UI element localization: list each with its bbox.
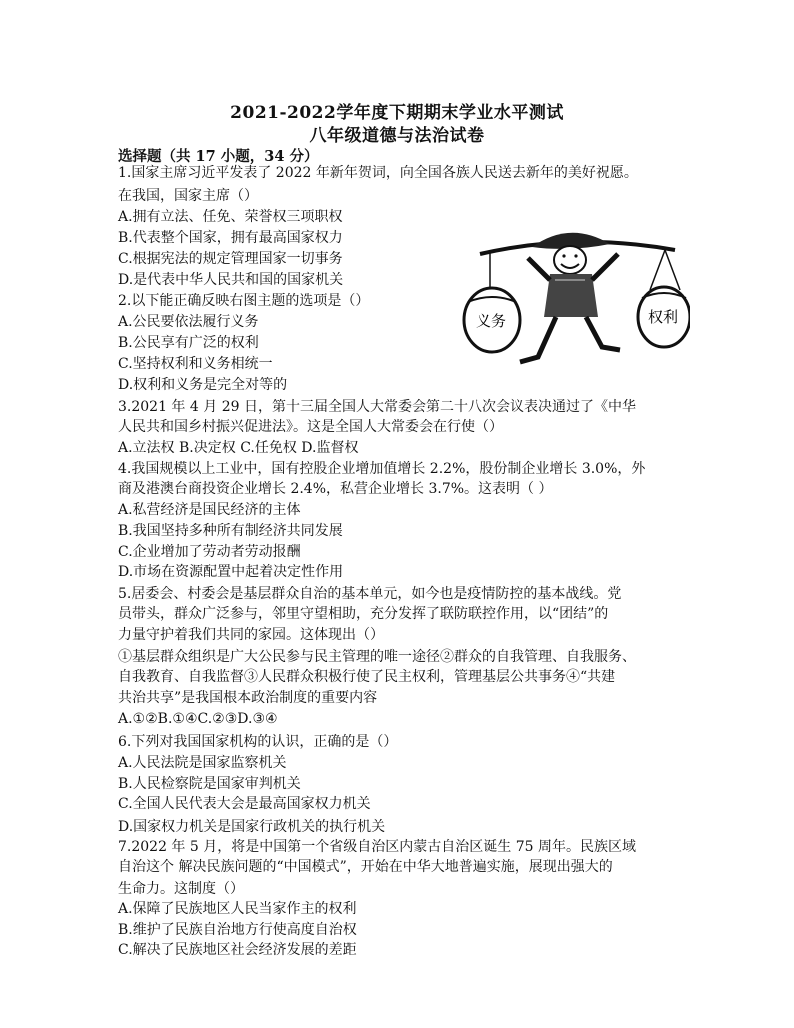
text-line: D.国家权力机关是国家行政机关的执行机关: [118, 819, 386, 835]
text-line: A.人民法院是国家监察机关: [118, 755, 287, 771]
text-line: C.根据宪法的规定管理国家一切事务: [118, 251, 343, 267]
text-line: B.代表整个国家，拥有最高国家权力: [118, 230, 343, 246]
text-line: C.解决了民族地区社会经济发展的差距: [118, 942, 357, 958]
text-line: A.私营经济是国民经济的主体: [118, 502, 301, 518]
text-line: 在我国，国家主席（）: [118, 188, 258, 204]
text-line: A.①②B.①④C.②③D.③④: [118, 711, 278, 727]
text-line: A.立法权 B.决定权 C.任免权 D.监督权: [118, 440, 359, 456]
text-line: D.权利和义务是完全对等的: [118, 377, 288, 393]
text-line: C.企业增加了劳动者劳动报酬: [118, 544, 301, 560]
text-line: C.坚持权利和义务相统一: [118, 356, 273, 372]
bag-label-duty: 义务: [476, 312, 507, 330]
bag-label-rights: 权利: [648, 308, 679, 326]
cartoon-figure-carrying-bags: [460, 222, 690, 372]
text-line: 力量守护着我们共同的家园。这体现出（）: [118, 627, 384, 643]
text-line: 4.我国规模以上工业中，国有控股企业增加值增长 2.2%，股份制企业增长 3.0%，外: [118, 461, 646, 477]
text-line: B.我国坚持多种所有制经济共同发展: [118, 523, 343, 539]
text-line: 生命力。这制度（）: [118, 881, 244, 897]
text-line: D.是代表中华人民共和国的国家机关: [118, 272, 344, 288]
text-line: A.拥有立法、任免、荣誉权三项职权: [118, 209, 343, 225]
exam-title: 2021-2022学年度下期期末学业水平测试: [230, 103, 564, 123]
text-line: 自我教育、自我监督③人民群众积极行使了民主权利，管理基层公共事务④“共建: [118, 669, 616, 685]
text-line: A.公民要依法履行义务: [118, 314, 259, 330]
text-line: 自治这个 解决民族问题的“中国模式”，开始在中华大地普遍实施，展现出强大的: [118, 859, 613, 875]
text-line: B.人民检察院是国家审判机关: [118, 776, 301, 792]
text-line: B.公民享有广泛的权利: [118, 335, 259, 351]
section-heading: 选择题（共 17 小题，34 分）: [118, 148, 319, 165]
text-line: C.全国人民代表大会是最高国家权力机关: [118, 796, 371, 812]
exam-subtitle: 八年级道德与法治试卷: [309, 126, 485, 146]
text-line: A.保障了民族地区人民当家作主的权利: [118, 901, 357, 917]
text-line: 5.居委会、村委会是基层群众自治的基本单元，如今也是疫情防控的基本战线。党: [118, 586, 622, 602]
text-line: B.维护了民族自治地方行使高度自治权: [118, 922, 357, 938]
text-line: 共治共享”是我国根本政治制度的重要内容: [118, 690, 378, 706]
text-line: 1.国家主席习近平发表了 2022 年新年贺词，向全国各族人民送去新年的美好祝愿。: [118, 165, 638, 181]
text-line: 员带头，群众广泛参与，邻里守望相助，充分发挥了联防联控作用，以“团结”的: [118, 606, 609, 622]
text-line: 3.2021 年 4 月 29 日，第十三届全国人大常委会第二十八次会议表决通过了《中华: [118, 399, 636, 415]
text-line: D.市场在资源配置中起着决定性作用: [118, 564, 344, 580]
text-line: 6.下列对我国国家机构的认识，正确的是（）: [118, 734, 398, 750]
text-line: ①基层群众组织是广大公民参与民主管理的唯一途径②群众的自我管理、自我服务、: [118, 649, 636, 665]
text-line: 2.以下能正确反映右图主题的选项是（）: [118, 293, 370, 309]
text-line: 商及港澳台商投资企业增长 2.4%，私营企业增长 3.7%。这表明（ ）: [118, 481, 553, 497]
text-line: 7.2022 年 5 月，将是中国第一个省级自治区内蒙古自治区诞生 75 周年。民族区域: [118, 839, 636, 855]
text-line: 人民共和国乡村振兴促进法》。这是全国人大常委会在行使（）: [118, 419, 503, 435]
